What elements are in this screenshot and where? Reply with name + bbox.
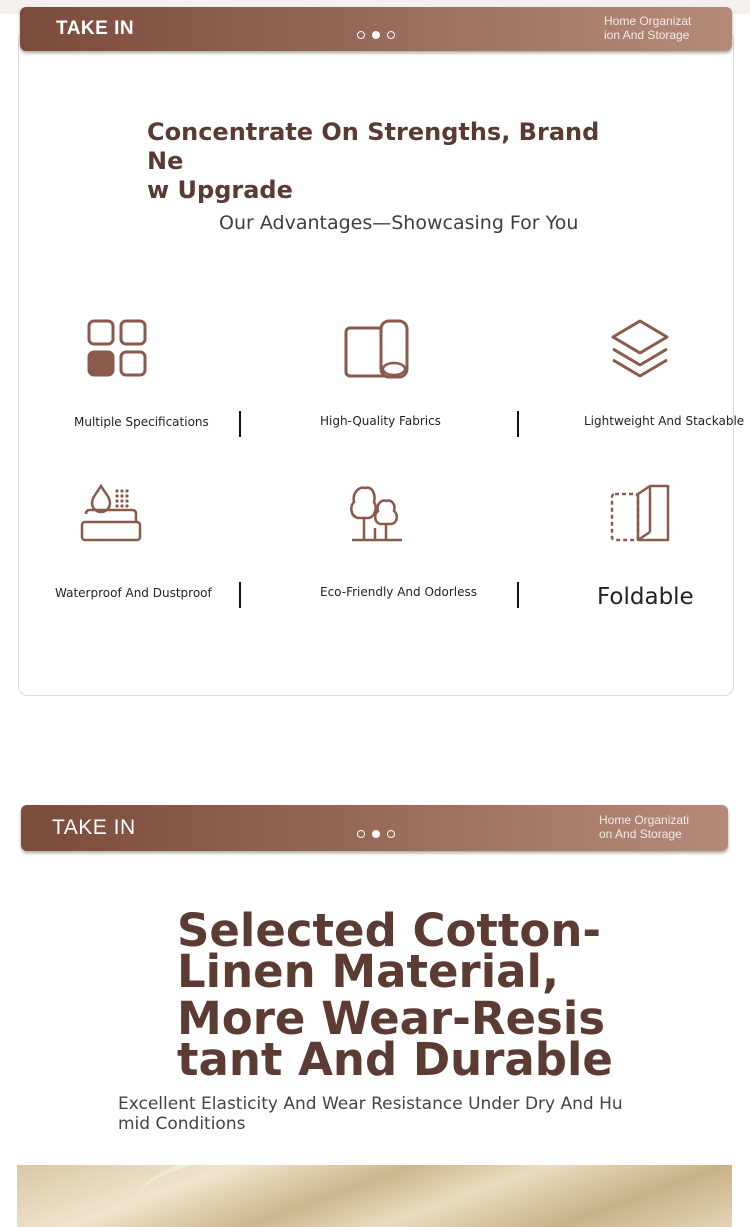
waterproof-icon [80, 482, 144, 544]
material-heading-line3: More Wear-Resis [177, 992, 606, 1045]
brand-name: TAKE IN [56, 18, 135, 39]
layers-icon [610, 318, 670, 380]
banner-tagline [599, 813, 709, 841]
brand-name: TAKE IN [52, 816, 136, 839]
material-subheading-line1: Excellent Elasticity And Wear Resistance Under Dry And Hu [118, 1094, 623, 1114]
feature-label: Waterproof And Dustproof [55, 586, 212, 600]
banner-tagline-line1: Home Organizat [604, 14, 692, 28]
feature-label: Eco-Friendly And Odorless [320, 585, 478, 599]
feature-lightweight-stackable [610, 318, 670, 380]
advantages-subheading: Our Advantages—Showcasing For You [219, 212, 579, 234]
material-heading-line2: Linen Material, [177, 945, 560, 998]
feature-foldable [608, 482, 674, 544]
feature-divider [239, 411, 241, 437]
banner-tagline-line2: on And Storage [599, 827, 682, 841]
carousel-dot-1[interactable] [357, 830, 365, 838]
feature-waterproof-dustproof [80, 482, 144, 544]
feature-divider [239, 582, 241, 608]
material-heading [177, 904, 617, 1086]
fabric-photo [17, 1165, 732, 1227]
carousel-dot-2[interactable] [372, 31, 380, 39]
carousel-dot-3[interactable] [387, 31, 395, 39]
feature-label: Foldable [597, 584, 694, 610]
feature-label: High-Quality Fabrics [320, 414, 441, 428]
carousel-dot-3[interactable] [387, 830, 395, 838]
banner-tagline [604, 14, 714, 42]
advantages-heading-line2: w Upgrade [147, 176, 293, 204]
carousel-dot-2[interactable] [372, 830, 380, 838]
material-heading-line1: Selected Cotton- [177, 904, 602, 957]
banner-tagline-line2: ion And Storage [604, 28, 690, 42]
brand-banner-bottom [21, 805, 728, 851]
advantages-heading-line1: Concentrate On Strengths, Brand Ne [147, 118, 600, 175]
material-heading-line4: tant And Durable [177, 1033, 613, 1086]
feature-multiple-specifications [86, 318, 148, 378]
feature-high-quality-fabrics [343, 318, 411, 380]
carousel-dot-1[interactable] [357, 31, 365, 39]
trees-icon [348, 482, 406, 544]
brand-banner-top [20, 7, 732, 51]
fabric-roll-icon [343, 318, 411, 380]
advantages-heading [147, 118, 617, 205]
grid-icon [86, 318, 148, 378]
material-subheading [118, 1094, 638, 1134]
feature-label: Lightweight And Stackable [584, 414, 745, 428]
feature-eco-friendly [348, 482, 406, 544]
banner-tagline-line1: Home Organizati [599, 813, 690, 827]
carousel-dots [357, 823, 402, 842]
feature-label: Multiple Specifications [74, 415, 209, 429]
feature-divider [517, 411, 519, 437]
material-subheading-line2: mid Conditions [118, 1114, 246, 1134]
feature-divider [517, 582, 519, 608]
foldable-icon [608, 482, 674, 544]
carousel-dots [357, 24, 402, 43]
